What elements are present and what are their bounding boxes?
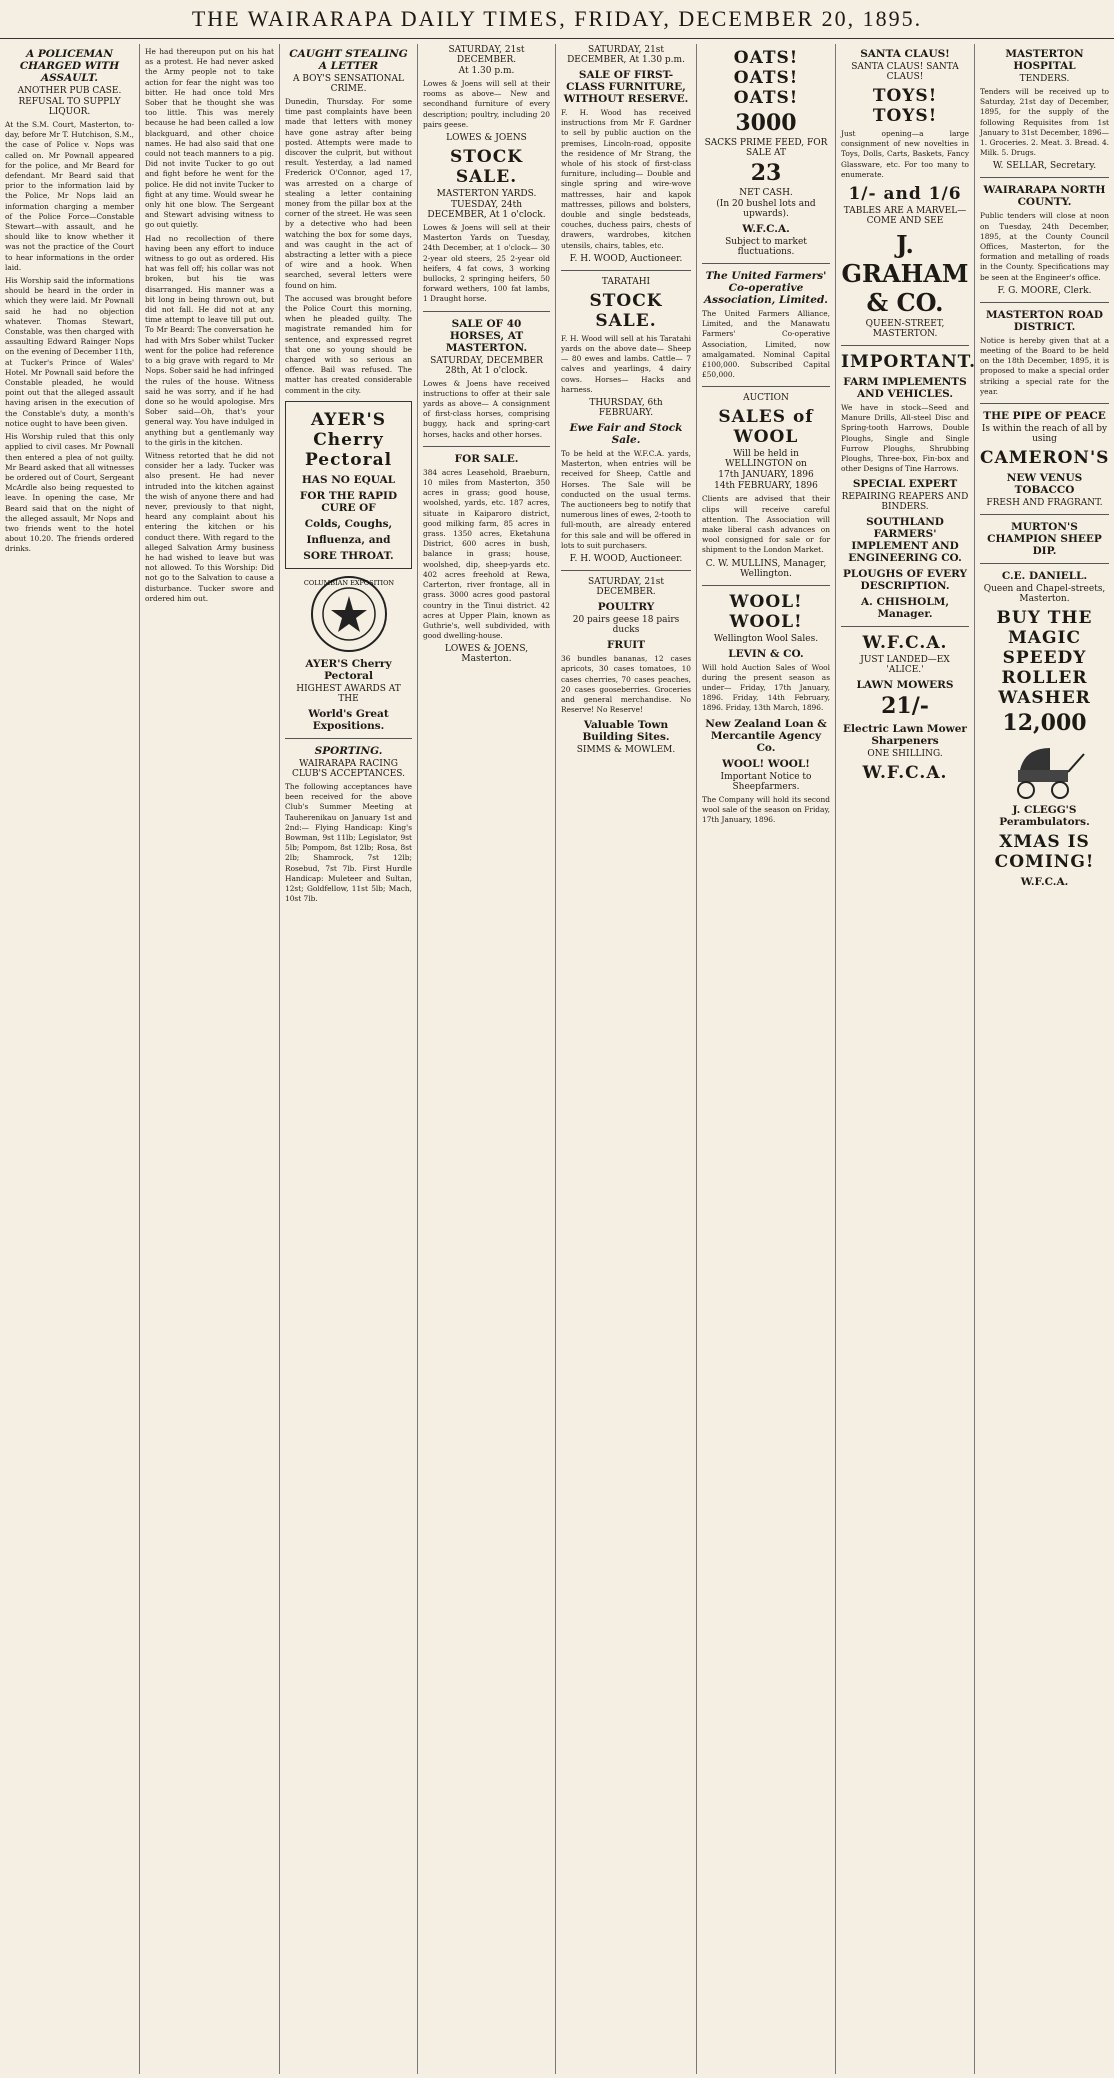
headline: OATS! OATS! OATS! bbox=[733, 48, 799, 108]
display-figure: 3000 bbox=[735, 110, 797, 136]
column-2 bbox=[140, 44, 280, 2074]
column-rule bbox=[702, 585, 830, 586]
subheading: THURSDAY, 6th FEBRUARY. bbox=[589, 398, 663, 419]
headline: World's Great Expositions. bbox=[308, 707, 389, 732]
column-8 bbox=[975, 44, 1114, 2074]
subheading: REFUSAL TO SUPPLY LIQUOR. bbox=[18, 97, 121, 117]
subheading: Will be held in WELLINGTON on bbox=[725, 449, 807, 470]
headline: SOUTHLAND FARMERS' IMPLEMENT AND ENGINEERING CO. bbox=[848, 516, 962, 565]
advert-line: HAS NO EQUAL bbox=[301, 473, 396, 486]
subheading: A BOY'S SENSATIONAL CRIME. bbox=[292, 74, 405, 94]
headline: WOOL! WOOL! bbox=[722, 757, 810, 770]
body-text: At the S.M. Court, Masterton, to-day, before Mr T. Hutchison, S.M., the case of Police v. Nops was called on. Mr Pownall appeared for the police, and Mr Beard for defendant. Mr Beard said that prior to the information laid by the Police, Mr Nops laid an information charging a member of the Police Force—Constable Stewart—with assault, and he should like to know whether it was not the practice of the Court to hear informations in the order laid. bbox=[5, 120, 134, 272]
subheading: SATURDAY, 21st DECEMBER. bbox=[448, 45, 525, 65]
subheading: Subject to market fluctuations. bbox=[725, 237, 807, 257]
subheading: REPAIRING REAPERS AND BINDERS. bbox=[841, 492, 969, 513]
body-text: Tenders will be received up to Saturday, 21st day of December, 1895, for the supply of the following Requisites from 1st January to 31st December, 1896— 1. Groceries. 2. Meat. 3. Bread. 4. Milk. 5. Drugs. bbox=[980, 87, 1109, 158]
body-text: Clients are advised that their clips will receive careful attention. The Association will make liberal cash advances on wool consigned for sale or for shipment to the London Market. bbox=[702, 494, 830, 555]
column-rule bbox=[980, 514, 1109, 515]
subheading: (In 20 bushel lots and upwards). bbox=[716, 199, 816, 219]
subheading: TARATAHI bbox=[601, 276, 651, 287]
subheading: ANOTHER PUB CASE. bbox=[17, 86, 122, 96]
body-text: F. H. Wood will sell at his Taratahi yards on the above date— Sheep— 80 ewes and lambs. Cattle— 7 calves and yearlings, 4 dairy cows. Horses— Hacks and harness. bbox=[561, 333, 691, 394]
headline: J. CLEGG'S Perambulators. bbox=[999, 804, 1090, 829]
headline: XMAS IS COMING! bbox=[994, 832, 1095, 873]
headline: W.F.C.A. bbox=[1020, 876, 1069, 889]
column-rule bbox=[561, 570, 691, 571]
headline: Electric Lawn Mower Sharpeners bbox=[843, 723, 967, 748]
subheading: SATURDAY, 21st DECEMBER, At 1.30 p.m. bbox=[567, 45, 685, 65]
body-text: He had thereupon put on his hat as a protest. He had never asked the Army people not to take action for fear the night was too bitter. He had once told Mrs Sober that he thought she was too little. This was merely because he had been called a low blackguard, and other choice names. He had also said that one could not teach manners to a pig. Did not invite Tucker to go out and fight before he went for the police. He did not invite Tucker to fight at any time. Would swear he only hit one blow. The Sergeant and Stewart advising witness to go out quietly. bbox=[145, 47, 274, 230]
headline: C.E. DANIELL. bbox=[1001, 570, 1088, 583]
headline: Ewe Fair and Stock Sale. bbox=[569, 422, 683, 447]
masthead-title: THE WAIRARAPA DAILY TIMES, FRIDAY, DECEMBER 20, 1895. bbox=[191, 6, 923, 31]
headline: New Zealand Loan & Mercantile Agency Co. bbox=[705, 717, 827, 754]
exposition-seal bbox=[285, 574, 412, 654]
body-text: Had no recollection of there having been any effort to induce witness to go out as ordered. His hat was fell off; his collar was not broken, but his tie was disarranged. His manner was a bit long in being thrown out, but did not fall. He did not at any time attempt to leave till put out. To Mr Beard: The conversation he had with Mrs Sober whilst Tucker went for the police had reference to a big grave with regard to Mr Nops. Sober said he had infringed the rules of the house. Witness said he was sorry, and if he had done so he would apologise. Mrs Sober said—Oh, that's your general way. You have indulged in anything but a gentlemanly way to the girls in the kitchen. bbox=[145, 233, 274, 447]
headline: CAUGHT STEALING A LETTER bbox=[289, 48, 408, 72]
subheading: QUEEN-STREET, MASTERTON. bbox=[865, 319, 945, 340]
body-text: Public tenders will close at noon on Tuesday, 24th December, 1895, at the County Council Offices, Masterton, for the formation and metalling of roads in the County. Specifications may be seen at the Engineer's office. bbox=[980, 211, 1109, 282]
column-3 bbox=[280, 44, 418, 2074]
headline: MASTERTON ROAD DISTRICT. bbox=[985, 308, 1104, 333]
subheading: HIGHEST AWARDS AT THE bbox=[296, 683, 401, 704]
headline: BUY THE MAGIC SPEEDY ROLLER WASHER bbox=[996, 608, 1093, 709]
headline: WAIRARAPA NORTH COUNTY. bbox=[983, 184, 1106, 209]
body-text: His Worship ruled that this only applied to civil cases. Mr Pownall then entered a plea of not guilty. Mr Beard asked that all witnesses be ordered out of Court, Sergeant McArdle also being requested to leave. In opening the case, Mr Beard said that on the night of the alleged assault, Mr Nops and two friends went to the hotel about 10.20. The friends ordered drinks. bbox=[5, 432, 134, 554]
subheading: TUESDAY, 24th DECEMBER, At 1 o'clock. bbox=[427, 200, 546, 221]
body-text: Notice is hereby given that at a meeting of the Board to be held on the 18th December, 1895, it is proposed to make a special order striking a special rate for the year. bbox=[980, 335, 1109, 396]
headline: POULTRY bbox=[597, 601, 655, 614]
body-text: 36 bundles bananas, 12 cases apricots, 30 cases tomatoes, 10 cases cherries, 70 cases peaches, 20 cases gooseberries. Groceries and general merchandise. No Reserve! No Reserve! bbox=[561, 654, 691, 715]
headline: THE PIPE OF PEACE bbox=[983, 410, 1106, 423]
headline: MASTERTON HOSPITAL bbox=[1005, 48, 1084, 72]
subheading: LOWES & JOENS bbox=[446, 133, 527, 144]
headline: STOCK SALE. bbox=[449, 147, 524, 188]
subheading: Wellington Wool Sales. bbox=[713, 633, 819, 644]
column-rule bbox=[561, 270, 691, 271]
seal-text: COLUMBIAN EXPOSITION bbox=[303, 578, 394, 587]
masthead bbox=[0, 0, 1114, 39]
column-6 bbox=[697, 44, 836, 2074]
subheading: 14th FEBRUARY, 1896 bbox=[714, 481, 818, 492]
headline: J. GRAHAM & CO. bbox=[841, 230, 969, 318]
subheading: SATURDAY, 21st DECEMBER. bbox=[587, 577, 665, 598]
headline: WOOL! WOOL! bbox=[729, 591, 803, 632]
headline: SALES of WOOL bbox=[718, 407, 814, 448]
column-rule bbox=[980, 177, 1109, 178]
column-rule bbox=[980, 563, 1109, 564]
body-text: His Worship said the informations should be heard in the order in which they were laid. Mr Pownall said he had no objection whatever. Thomas Stewart, Constable, was then charged with assaulting Edward Rainger Nops on the evening of December 11th, at Tucker's Prince of Wales' Hotel. Mr Pownall said before the Constable pleaded, he would point out that the alleged assault having arisen in the execution of the Constable's duty, a month's notice ought to have been given. bbox=[5, 276, 134, 428]
body-text: 384 acres Leasehold, Braeburn, 10 miles from Masterton, 350 acres in grass; good house, woolshed, yards, etc. 187 acres, situate in Kaiparoro district, good milking farm, 85 acres in grass. 1350 acres, Eketahuna District, 600 acres in bush, balance in grass; house, woolshed, dip, sheep-yards etc. 402 acres freehold at Rewa, Carterton, river frontage, all in grass. 3000 acres good pastoral country in the Tinui district. 42 acres at Upper Plain, known as Guthrie's, well subdivided, with good dwelling-house. bbox=[423, 467, 550, 641]
column-rule bbox=[980, 302, 1109, 303]
headline: Valuable Town Building Sites. bbox=[582, 719, 670, 744]
column-rule bbox=[423, 311, 550, 312]
subheading: Is within the reach of all by using bbox=[981, 424, 1108, 445]
headline: SALE OF FIRST-CLASS FURNITURE, WITHOUT RESERVE. bbox=[563, 69, 689, 105]
body-text: Witness retorted that he did not consider her a lady. Tucker was also present. He had never intruded into the kitchen against the wish of anyone there and had never, previously to that night, heard any complaint about his entering the kitchen or his conduct there. With regard to the alleged Salvation Army business he had wished to leave but was not allowed. To this Worship: Did not go to the Salvation to cause a disturbance. Tucker swore and ordered him out. bbox=[145, 450, 274, 603]
advert-box bbox=[285, 401, 412, 569]
body-text: The following acceptances have been received for the above Club's Summer Meeting at Tauherenikau on January 1st and 2nd:— Flying Handicap: King's Bowman, 9st 11lb; Legislator, 9st 5lb; Pompom, 8st 12lb; Rosa, 8st 2lb; Shamrock, 7st 12lb; Rosebud, 7st 7lb. First Hurdle Handicap: Muleteer and Sultan, 12st; Goldfellow, 11st 5lb; Mach, 10st 7lb. bbox=[285, 781, 412, 904]
subheading: ONE SHILLING. bbox=[867, 749, 943, 760]
seal-icon bbox=[303, 574, 394, 654]
subheading: TABLES ARE A MARVEL—COME AND SEE bbox=[843, 206, 967, 227]
column-5 bbox=[556, 44, 697, 2074]
headline: STOCK SALE. bbox=[589, 290, 663, 331]
advert-line: Influenza, and bbox=[306, 533, 391, 546]
column-rule bbox=[702, 263, 830, 264]
body-text: Just opening—a large consignment of new novelties in Toys, Dolls, Carts, Baskets, Fancy Glassware, etc. For too many to enumerate. bbox=[841, 129, 969, 179]
headline: W.F.C.A. bbox=[742, 223, 790, 235]
headline: 1/- and 1/6 bbox=[848, 184, 962, 205]
headline: W.F.C.A. bbox=[862, 763, 948, 784]
subheading: F. G. MOORE, Clerk. bbox=[997, 285, 1092, 296]
pram-icon bbox=[1000, 740, 1090, 800]
headline: The United Farmers' Co-operative Association, Limited. bbox=[704, 270, 828, 306]
subheading: W. SELLAR, Secretary. bbox=[992, 161, 1097, 172]
subheading: 17th JANUARY, 1896 bbox=[718, 470, 814, 481]
headline: FARM IMPLEMENTS AND VEHICLES. bbox=[843, 376, 967, 401]
headline: FRUIT bbox=[606, 639, 646, 652]
column-7 bbox=[836, 44, 975, 2074]
advert-line: Colds, Coughs, bbox=[304, 517, 393, 530]
subheading: F. H. WOOD, Auctioneer. bbox=[569, 554, 683, 565]
headline: MURTON'S CHAMPION SHEEP DIP. bbox=[987, 521, 1102, 558]
advert-line: FOR THE RAPID CURE OF bbox=[299, 489, 398, 514]
subheading: F. H. WOOD, Auctioneer. bbox=[569, 253, 683, 264]
body-text: Lowes & Joens have received instructions to offer at their sale yards as above— A consignment of first-class horses, comprising buggy, hack and spring-cart horses, hacks and other horses. bbox=[423, 378, 550, 439]
subheading: AUCTION bbox=[743, 393, 789, 404]
headline: SPECIAL EXPERT bbox=[852, 478, 958, 491]
headline: A. CHISHOLM, Manager. bbox=[861, 596, 949, 621]
column-1 bbox=[0, 44, 140, 2074]
subheading: LOWES & JOENS, Masterton. bbox=[444, 644, 529, 665]
subheading: NET CASH. bbox=[739, 188, 793, 198]
body-text: The Company will hold its second wool sale of the season on Friday, 17th January, 1896. bbox=[702, 794, 830, 825]
headline: SALE OF 40 HORSES, AT MASTERTON. bbox=[445, 317, 528, 354]
subheading: Important Notice to Sheepfarmers. bbox=[720, 771, 812, 792]
body-text: F. H. Wood has received instructions from Mr F. Gardner to sell by public auction on the premises, Lincoln-road, opposite the residence of Mr Strang, the whole of his stock of first-class furniture, including— Double and single spring and wire-wove mattresses, hair and kapok mattresses, pillows and bolsters, double and single bedsteads, couches, duchess pairs, chests of drawers, wardrobes, kitchen utensils, chairs, tables, etc. bbox=[561, 108, 691, 250]
subheading: Queen and Chapel-streets, Masterton. bbox=[983, 584, 1106, 605]
column-rule bbox=[285, 738, 412, 739]
subheading: SANTA CLAUS! SANTA CLAUS! bbox=[851, 62, 959, 82]
display-figure: 12,000 bbox=[1002, 710, 1087, 737]
headline: A POLICEMAN CHARGED WITH ASSAULT. bbox=[19, 48, 120, 84]
headline: LEVIN & CO. bbox=[728, 647, 804, 660]
headline: SPORTING. bbox=[314, 744, 383, 757]
column-rule bbox=[423, 446, 550, 447]
body-text: Lowes & Joens will sell at their rooms as above— New and secondhand furniture of every description; poultry, including 20 pairs geese. bbox=[423, 79, 550, 129]
headline: AYER'S Cherry Pectoral bbox=[305, 657, 392, 682]
column-rule bbox=[841, 626, 969, 627]
headline: FOR SALE. bbox=[454, 452, 519, 465]
subheading: SATURDAY, DECEMBER 28th, At 1 o'clock. bbox=[430, 355, 543, 376]
headline: IMPORTANT. bbox=[841, 352, 977, 373]
subheading: C. W. MULLINS, Manager, Wellington. bbox=[705, 558, 827, 579]
body-text: We have in stock—Seed and Manure Drills, All-steel Disc and Spring-tooth Harrows, Double Ploughs, Single and Single Furrow Ploughs, Shrubbing Ploughs, Three-box, Fin-box and other Designs of Tine Harrows. bbox=[841, 403, 969, 474]
body-text: The accused was brought before the Police Court this morning, when he pleaded guilty. The magistrate remanded him for sentence, and expressed regret that one so young should be charged with so serious an offence. Bail was refused. The matter has created considerable comment in the city. bbox=[285, 293, 412, 395]
subheading: 20 pairs geese 18 pairs ducks bbox=[572, 615, 680, 636]
column-4 bbox=[418, 44, 556, 2074]
body-text: Lowes & Joens will sell at their Masterton Yards on Tuesday, 24th December, at 1 o'clock— 30 2-year old steers, 25 2-year old heifers, 4 fat cows, 3 working bullocks, 2 springing heifers, 50 forward wethers, 100 fat lambs, 1 Draught horse. bbox=[423, 223, 550, 304]
headline: PLOUGHS OF EVERY DESCRIPTION. bbox=[842, 568, 968, 593]
subheading: FRESH AND FRAGRANT. bbox=[986, 498, 1103, 509]
subheading: WAIRARAPA RACING CLUB'S ACCEPTANCES. bbox=[291, 758, 405, 779]
subheading: MASTERTON YARDS. bbox=[436, 189, 537, 200]
display-figure: 21/- bbox=[881, 693, 929, 720]
headline: TOYS! TOYS! bbox=[872, 86, 938, 126]
column-rule bbox=[841, 345, 969, 346]
headline: LAWN MOWERS bbox=[856, 679, 954, 692]
subheading: At 1.30 p.m. bbox=[458, 66, 515, 76]
pram-illustration bbox=[980, 740, 1109, 800]
subheading: SACKS PRIME FEED, FOR SALE AT bbox=[704, 138, 828, 158]
column-rule bbox=[980, 403, 1109, 404]
body-text: To be held at the W.F.C.A. yards, Masterton, when entries will be received for Sheep, Cattle and Horses. The Sale will be conducted on the usual terms. The auctioneers beg to notify that numerous lines of ewes, 2-tooth to full-mouth, are already entered for this sale and will be offered in lots to suit purchasers. bbox=[561, 449, 691, 550]
advert-line: SORE THROAT. bbox=[303, 549, 394, 562]
body-text: The United Farmers Alliance, Limited, and the Manawatu Farmers' Co-operative Association, Limited, now amalgamated. Nominal Capital £100,000. Subscribed Capital £50,000. bbox=[702, 309, 830, 380]
advert-title: AYER'S Cherry Pectoral bbox=[304, 409, 393, 470]
column-rule bbox=[702, 386, 830, 387]
body-text: Dunedin, Thursday. For some time past complaints have been made that letters with money have gone astray after being posted. Attempts were made to discover the culprit, but without result. Yesterday, a lad named Frederick O'Connor, aged 17, was arrested on a charge of stealing a letter containing money from the pillar box at the corner of the street. He was seen by a detective who had been watching the box for some days, and was caught in the act of abstracting a letter with a piece of wire and a hook. When searched, several letters were found on him. bbox=[285, 97, 412, 290]
subheading: TENDERS. bbox=[1019, 74, 1070, 84]
headline: NEW VENUS TOBACCO bbox=[1006, 472, 1083, 497]
display-figure: 23 bbox=[750, 160, 782, 186]
subheading: SIMMS & MOWLEM. bbox=[576, 745, 676, 756]
subheading: JUST LANDED—EX 'ALICE.' bbox=[860, 655, 950, 676]
headline: CAMERON'S bbox=[980, 448, 1110, 469]
headline: W.F.C.A. bbox=[862, 633, 948, 654]
headline: SANTA CLAUS! bbox=[860, 48, 950, 60]
body-text: Will hold Auction Sales of Wool during the present season as under— Friday, 17th January, 1896. Friday, 14th February, 1896. Friday, 13th March, 1896. bbox=[702, 662, 830, 713]
